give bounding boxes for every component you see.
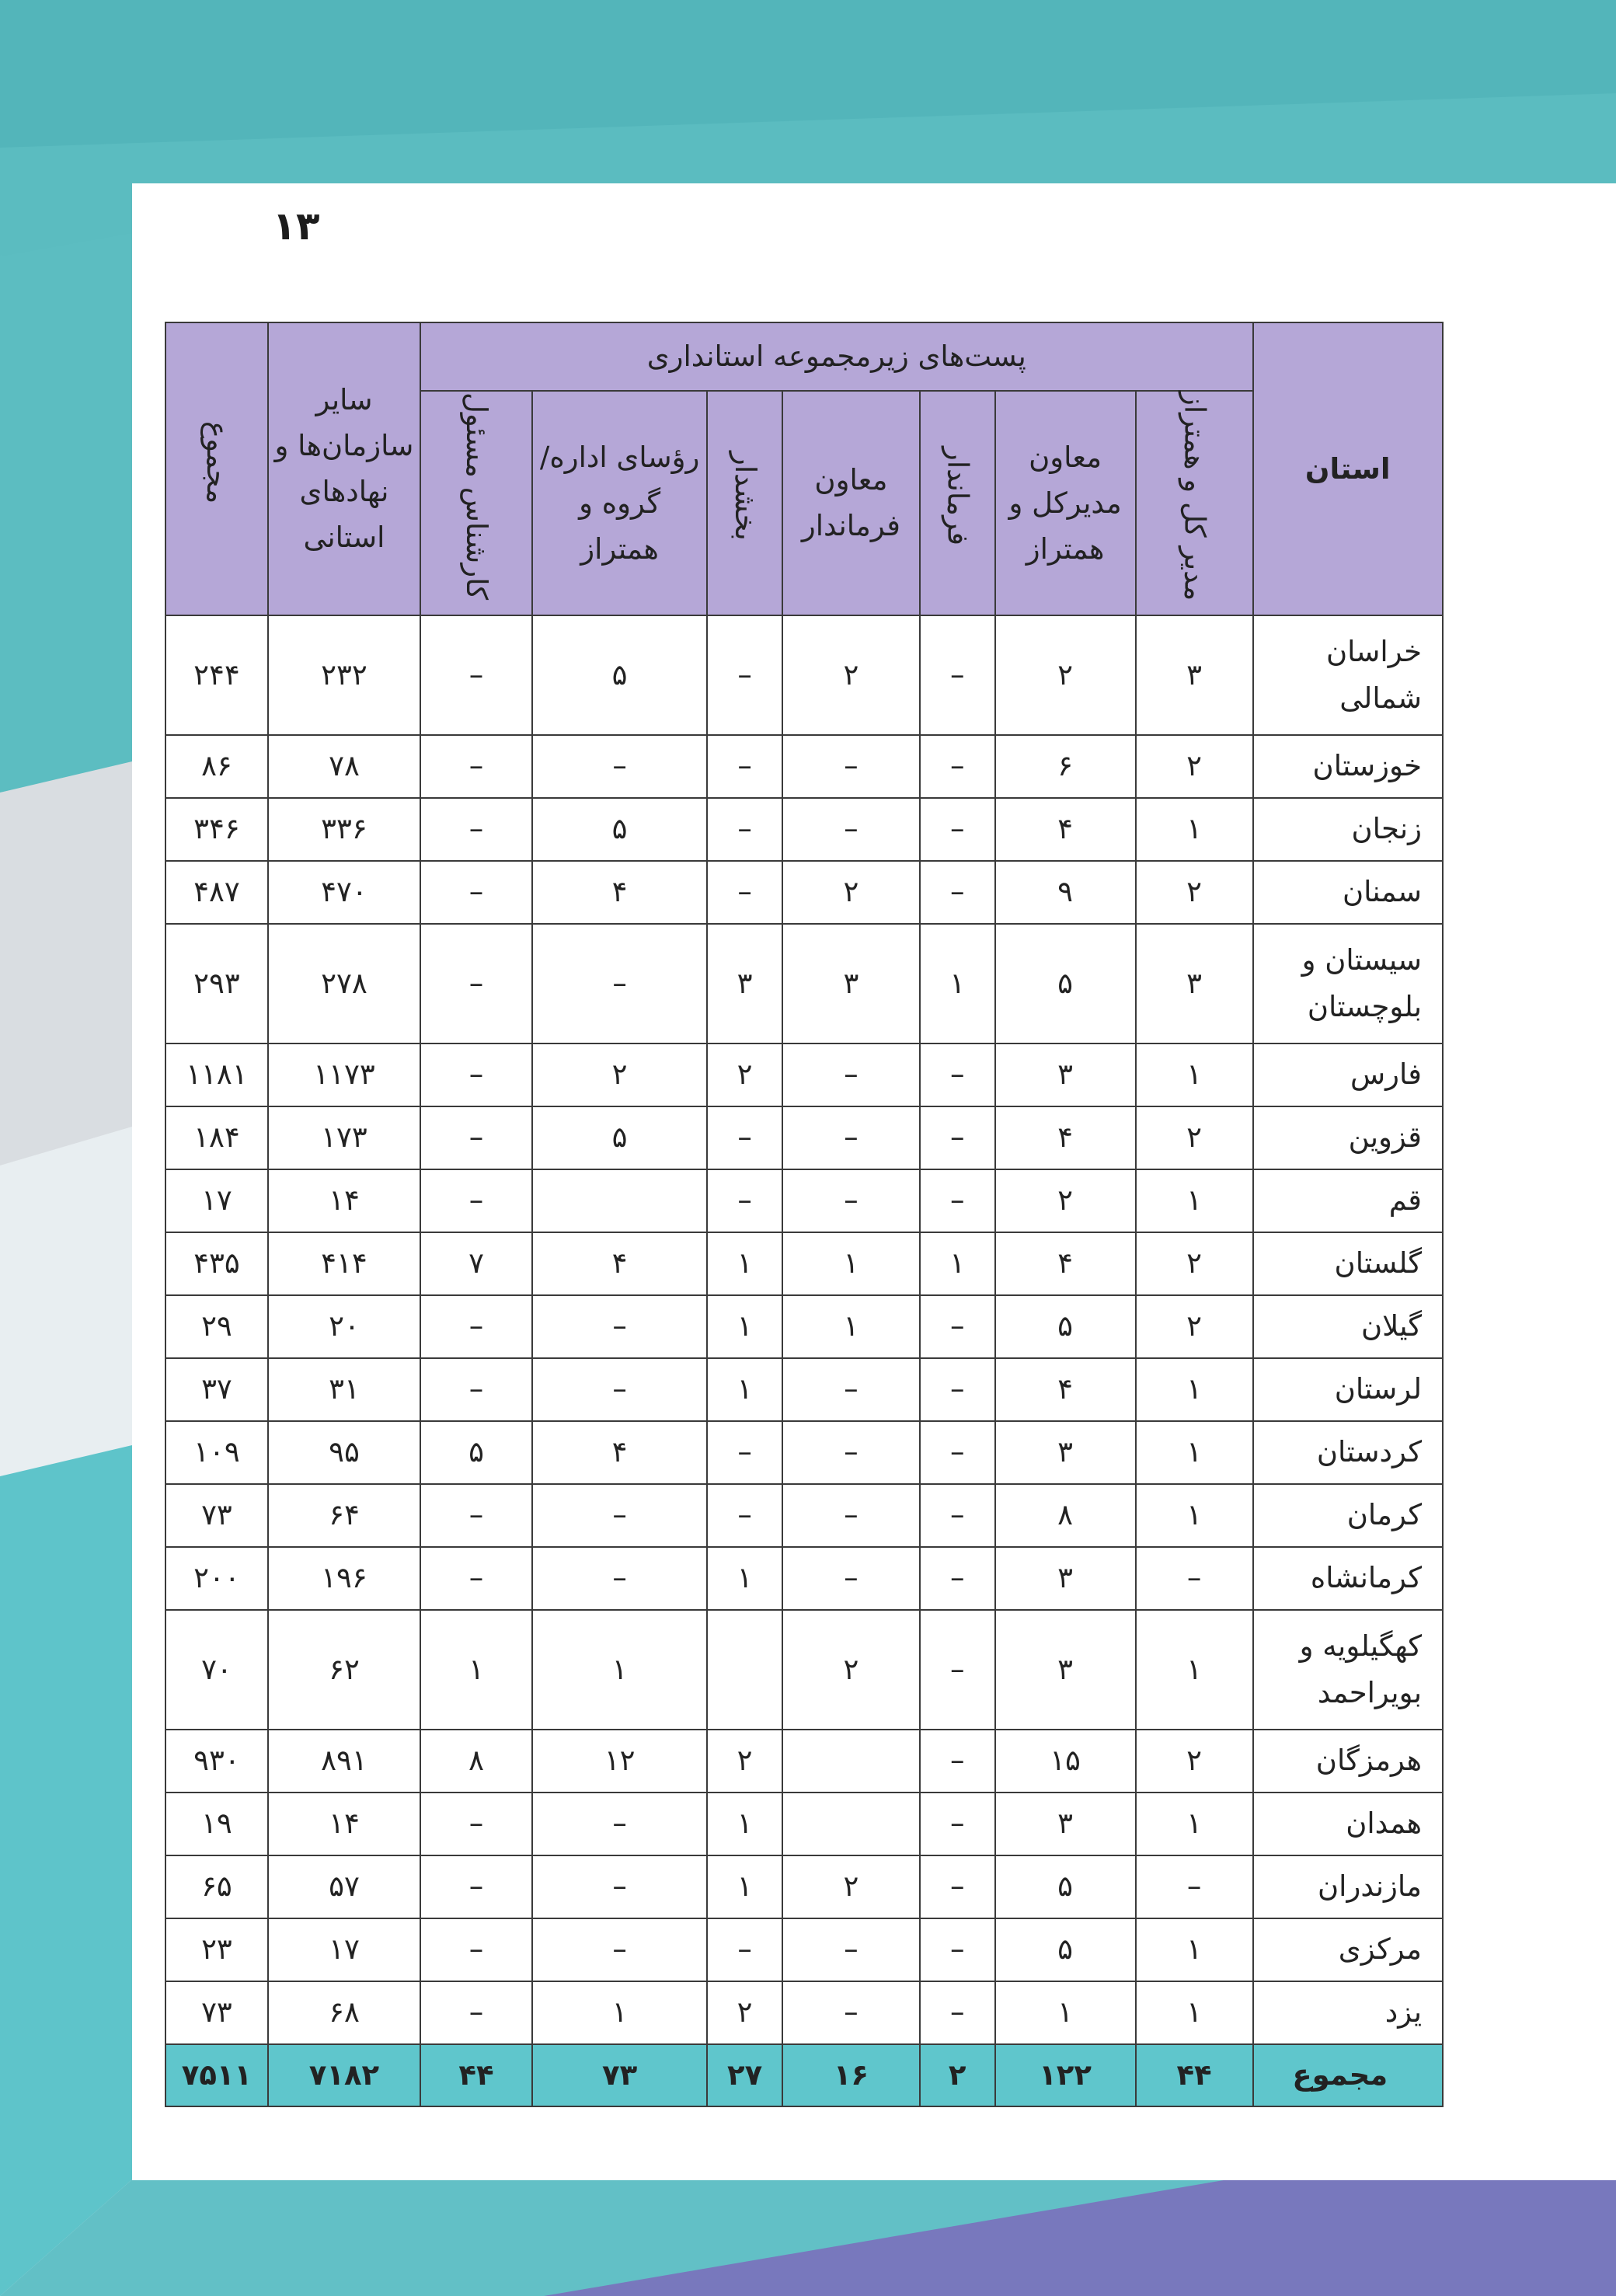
other-organizations-cell: ۶۴ [268,1484,420,1547]
sum-cell: ۲۰۰ [165,1547,268,1610]
province-cell: خراسان شمالی [1253,615,1443,735]
other-organizations-cell: ۱۱۷۳ [268,1043,420,1106]
province-cell: خوزستان [1253,735,1443,798]
district-governor-cell: – [707,1918,782,1981]
office-heads-cell: ۴ [532,1232,707,1295]
senior-expert-cell: – [420,615,532,735]
other-organizations-cell: ۲۷۸ [268,924,420,1043]
deputy-governor-cell: ۲ [782,1610,920,1730]
governor-cell: – [920,615,995,735]
senior-expert-cell: – [420,1484,532,1547]
senior-expert-cell: – [420,1106,532,1169]
header-other-organizations: سایر سازمان‌ها و نهادهای استانی [268,322,420,615]
deputy-director-general-cell: ۱ [995,1981,1136,2044]
district-governor-cell: ۱ [707,1855,782,1918]
table-row [165,1106,1443,1169]
total-deputy-director-general-cell: ۱۲۲ [995,2044,1136,2106]
other-organizations-cell: ۹۵ [268,1421,420,1484]
other-organizations-cell: ۱۴ [268,1169,420,1232]
total-office-heads-cell: ۷۳ [532,2044,707,2106]
governor-cell: ۱ [920,1232,995,1295]
director-general-cell: – [1136,1855,1253,1918]
table-row [165,1232,1443,1295]
district-governor-cell: ۲ [707,1043,782,1106]
senior-expert-cell: – [420,1918,532,1981]
province-cell: سیستان و بلوچستان [1253,924,1443,1043]
province-cell: کردستان [1253,1421,1443,1484]
district-governor-cell: ۱ [707,1358,782,1421]
deputy-director-general-cell: ۳ [995,1421,1136,1484]
governor-cell: – [920,735,995,798]
table-row [165,1793,1443,1855]
other-organizations-cell: ۶۸ [268,1981,420,2044]
director-general-cell: ۱ [1136,798,1253,861]
sum-cell: ۴۳۵ [165,1232,268,1295]
district-governor-cell: – [707,1421,782,1484]
header-office-heads: رؤسای اداره/ گروه و همتراز [532,391,707,615]
sum-cell: ۱۱۸۱ [165,1043,268,1106]
governor-cell: – [920,1043,995,1106]
director-general-cell: ۱ [1136,1169,1253,1232]
table-row [165,615,1443,735]
senior-expert-cell: – [420,1855,532,1918]
office-heads-cell: ۱۲ [532,1730,707,1793]
district-governor-cell: ۱ [707,1547,782,1610]
senior-expert-cell: – [420,1295,532,1358]
district-governor-cell: ۱ [707,1232,782,1295]
office-heads-cell: ۱ [532,1610,707,1730]
table-row [165,1981,1443,2044]
senior-expert-cell: – [420,1169,532,1232]
header-sum-label: مجموع [200,420,235,503]
deputy-governor-cell: ۲ [782,615,920,735]
other-organizations-cell: ۱۹۶ [268,1547,420,1610]
sum-cell: ۲۹ [165,1295,268,1358]
other-organizations-cell: ۱۷ [268,1918,420,1981]
deputy-director-general-cell: ۵ [995,1855,1136,1918]
deputy-director-general-cell: ۵ [995,1295,1136,1358]
deputy-governor-cell: – [782,1043,920,1106]
deputy-director-general-cell: ۳ [995,1547,1136,1610]
province-cell: مرکزی [1253,1918,1443,1981]
deputy-governor-cell: ۱ [782,1232,920,1295]
province-cell: همدان [1253,1793,1443,1855]
deputy-director-general-cell: ۳ [995,1610,1136,1730]
other-organizations-cell: ۴۱۴ [268,1232,420,1295]
director-general-cell: ۱ [1136,1610,1253,1730]
sum-cell: ۱۰۹ [165,1421,268,1484]
director-general-cell: ۱ [1136,1981,1253,2044]
senior-expert-cell: – [420,798,532,861]
province-cell: فارس [1253,1043,1443,1106]
table-row [165,1358,1443,1421]
deputy-director-general-cell: ۴ [995,1232,1136,1295]
district-governor-cell: ۲ [707,1730,782,1793]
total-director-general-cell: ۴۴ [1136,2044,1253,2106]
governor-cell: ۱ [920,924,995,1043]
table-row [165,1610,1443,1730]
senior-expert-cell: ۵ [420,1421,532,1484]
office-heads-cell: ۵ [532,1106,707,1169]
total-senior-expert-cell: ۴۴ [420,2044,532,2106]
senior-expert-cell: – [420,1043,532,1106]
office-heads-cell: – [532,1358,707,1421]
deputy-governor-cell: ۲ [782,861,920,924]
deputy-director-general-cell: ۳ [995,1793,1136,1855]
governor-cell: – [920,1855,995,1918]
province-cell: مازندران [1253,1855,1443,1918]
deputy-governor-cell: – [782,1547,920,1610]
sum-cell: ۷۰ [165,1610,268,1730]
district-governor-cell: – [707,861,782,924]
table-row [165,1169,1443,1232]
sum-cell: ۲۴۴ [165,615,268,735]
senior-expert-cell: – [420,924,532,1043]
deputy-governor-cell: – [782,1918,920,1981]
governor-cell: – [920,1918,995,1981]
district-governor-cell: ۱ [707,1295,782,1358]
district-governor-cell: – [707,735,782,798]
sum-cell: ۱۹ [165,1793,268,1855]
other-organizations-cell: ۳۳۶ [268,798,420,861]
table-row [165,924,1443,1043]
senior-expert-cell: – [420,1358,532,1421]
director-general-cell: ۲ [1136,1106,1253,1169]
governor-cell: – [920,1610,995,1730]
director-general-cell: ۳ [1136,615,1253,735]
director-general-cell: ۲ [1136,1232,1253,1295]
office-heads-cell: ۴ [532,861,707,924]
province-cell: قزوین [1253,1106,1443,1169]
director-general-cell: ۲ [1136,1730,1253,1793]
header-deputy-director-general: معاون مدیرکل و همتراز [995,391,1136,615]
office-heads-cell: – [532,1484,707,1547]
sum-cell: ۲۹۳ [165,924,268,1043]
sum-cell: ۷۳ [165,1981,268,2044]
province-cell: لرستان [1253,1358,1443,1421]
office-heads-cell: ۵ [532,798,707,861]
province-cell: یزد [1253,1981,1443,2044]
table-row [165,1421,1443,1484]
office-heads-cell: – [532,1855,707,1918]
deputy-governor-cell: – [782,1106,920,1169]
other-organizations-cell: ۳۱ [268,1358,420,1421]
province-cell: سمنان [1253,861,1443,924]
senior-expert-cell: – [420,1793,532,1855]
governor-cell: – [920,1106,995,1169]
header-group-governorate-posts: پست‌های زیرمجموعه استانداری [420,322,1252,391]
province-cell: گیلان [1253,1295,1443,1358]
district-governor-cell: – [707,1169,782,1232]
sum-cell: ۳۷ [165,1358,268,1421]
senior-expert-cell: – [420,861,532,924]
district-governor-cell: – [707,615,782,735]
deputy-director-general-cell: ۴ [995,1358,1136,1421]
office-heads-cell: ۴ [532,1421,707,1484]
sum-cell: ۱۸۴ [165,1106,268,1169]
deputy-governor-cell: ۲ [782,1855,920,1918]
senior-expert-cell: ۱ [420,1610,532,1730]
header-director-general: مدیر کل و همتراز [1136,391,1253,615]
deputy-director-general-cell: ۲ [995,615,1136,735]
office-heads-cell: – [532,1547,707,1610]
governor-cell: – [920,1358,995,1421]
director-general-cell: ۱ [1136,1484,1253,1547]
page-number: ۱۳ [272,204,320,249]
deputy-director-general-cell: ۴ [995,1106,1136,1169]
governor-cell: – [920,861,995,924]
province-cell: کرمان [1253,1484,1443,1547]
governor-cell: – [920,1169,995,1232]
total-deputy-governor-cell: ۱۶ [782,2044,920,2106]
deputy-director-general-cell: ۴ [995,798,1136,861]
director-general-cell: ۳ [1136,924,1253,1043]
district-governor-cell [707,1610,782,1730]
director-general-cell: ۲ [1136,861,1253,924]
deputy-director-general-cell: ۵ [995,924,1136,1043]
deputy-director-general-cell: ۶ [995,735,1136,798]
total-label: مجموع [1253,2044,1443,2106]
header-sum [165,322,268,615]
sum-cell: ۷۳ [165,1484,268,1547]
district-governor-cell: – [707,798,782,861]
sum-cell: ۲۳ [165,1918,268,1981]
deputy-governor-cell [782,1793,920,1855]
governor-cell: – [920,1547,995,1610]
other-organizations-cell: ۸۹۱ [268,1730,420,1793]
table-body [165,615,1443,2044]
governor-cell: – [920,1295,995,1358]
deputy-director-general-cell: ۵ [995,1918,1136,1981]
office-heads-cell: ۱ [532,1981,707,2044]
director-general-cell: ۱ [1136,1358,1253,1421]
total-governor-cell: ۲ [920,2044,995,2106]
table-row [165,1918,1443,1981]
table-row [165,1855,1443,1918]
sum-cell: ۸۶ [165,735,268,798]
province-cell: قم [1253,1169,1443,1232]
director-general-cell: – [1136,1547,1253,1610]
table-row [165,798,1443,861]
deputy-director-general-cell: ۳ [995,1043,1136,1106]
other-organizations-cell: ۴۷۰ [268,861,420,924]
table-row [165,1043,1443,1106]
other-organizations-cell: ۱۷۳ [268,1106,420,1169]
director-general-cell: ۲ [1136,1295,1253,1358]
sum-cell: ۳۴۶ [165,798,268,861]
director-general-cell: ۱ [1136,1043,1253,1106]
office-heads-cell: – [532,924,707,1043]
provincial-posts-table [165,322,1444,2107]
province-cell: گلستان [1253,1232,1443,1295]
table-row [165,1484,1443,1547]
office-heads-cell: – [532,735,707,798]
deputy-director-general-cell: ۲ [995,1169,1136,1232]
deputy-director-general-cell: ۹ [995,861,1136,924]
total-row [165,2044,1443,2106]
deputy-governor-cell: – [782,1169,920,1232]
total-sum-cell: ۷۵۱۱ [165,2044,268,2106]
district-governor-cell: ۱ [707,1793,782,1855]
deputy-governor-cell: – [782,735,920,798]
other-organizations-cell: ۲۳۲ [268,615,420,735]
other-organizations-cell: ۶۲ [268,1610,420,1730]
other-organizations-cell: ۵۷ [268,1855,420,1918]
office-heads-cell: ۲ [532,1043,707,1106]
senior-expert-cell: – [420,1981,532,2044]
director-general-cell: ۱ [1136,1793,1253,1855]
governor-cell: – [920,1421,995,1484]
deputy-governor-cell: – [782,798,920,861]
deputy-governor-cell: ۳ [782,924,920,1043]
province-cell: هرمزگان [1253,1730,1443,1793]
header-province: استان [1253,322,1443,615]
other-organizations-cell: ۱۴ [268,1793,420,1855]
governor-cell: – [920,1484,995,1547]
header-governor: فرماندار [920,391,995,615]
office-heads-cell [532,1169,707,1232]
header-senior-expert: کارشناس مسئول [420,391,532,615]
table-row [165,861,1443,924]
deputy-governor-cell: – [782,1421,920,1484]
senior-expert-cell: ۸ [420,1730,532,1793]
sum-cell: ۱۷ [165,1169,268,1232]
senior-expert-cell: – [420,735,532,798]
table-row [165,1730,1443,1793]
governor-cell: – [920,798,995,861]
district-governor-cell: ۲ [707,1981,782,2044]
governor-cell: – [920,1793,995,1855]
header-deputy-governor: معاون فرماندار [782,391,920,615]
sum-cell: ۴۸۷ [165,861,268,924]
director-general-cell: ۲ [1136,735,1253,798]
deputy-governor-cell: – [782,1484,920,1547]
district-governor-cell: – [707,1484,782,1547]
district-governor-cell: – [707,1106,782,1169]
director-general-cell: ۱ [1136,1918,1253,1981]
table-row [165,735,1443,798]
senior-expert-cell: – [420,1547,532,1610]
district-governor-cell: ۳ [707,924,782,1043]
deputy-governor-cell: ۱ [782,1295,920,1358]
sum-cell: ۶۵ [165,1855,268,1918]
deputy-governor-cell: – [782,1981,920,2044]
other-organizations-cell: ۲۰ [268,1295,420,1358]
table-row [165,1295,1443,1358]
deputy-director-general-cell: ۱۵ [995,1730,1136,1793]
governor-cell: – [920,1730,995,1793]
deputy-director-general-cell: ۸ [995,1484,1136,1547]
sum-cell: ۹۳۰ [165,1730,268,1793]
office-heads-cell: – [532,1295,707,1358]
deputy-governor-cell: – [782,1358,920,1421]
senior-expert-cell: ۷ [420,1232,532,1295]
table-row [165,1547,1443,1610]
governor-cell: – [920,1981,995,2044]
total-district-governor-cell: ۲۷ [707,2044,782,2106]
office-heads-cell: – [532,1793,707,1855]
province-cell: کرمانشاه [1253,1547,1443,1610]
other-organizations-cell: ۷۸ [268,735,420,798]
director-general-cell: ۱ [1136,1421,1253,1484]
province-cell: زنجان [1253,798,1443,861]
header-district-governor: بخشدار [707,391,782,615]
province-cell: کهگیلویه و بویراحمد [1253,1610,1443,1730]
total-other-organizations-cell: ۷۱۸۲ [268,2044,420,2106]
office-heads-cell: – [532,1918,707,1981]
deputy-governor-cell [782,1730,920,1793]
office-heads-cell: ۵ [532,615,707,735]
